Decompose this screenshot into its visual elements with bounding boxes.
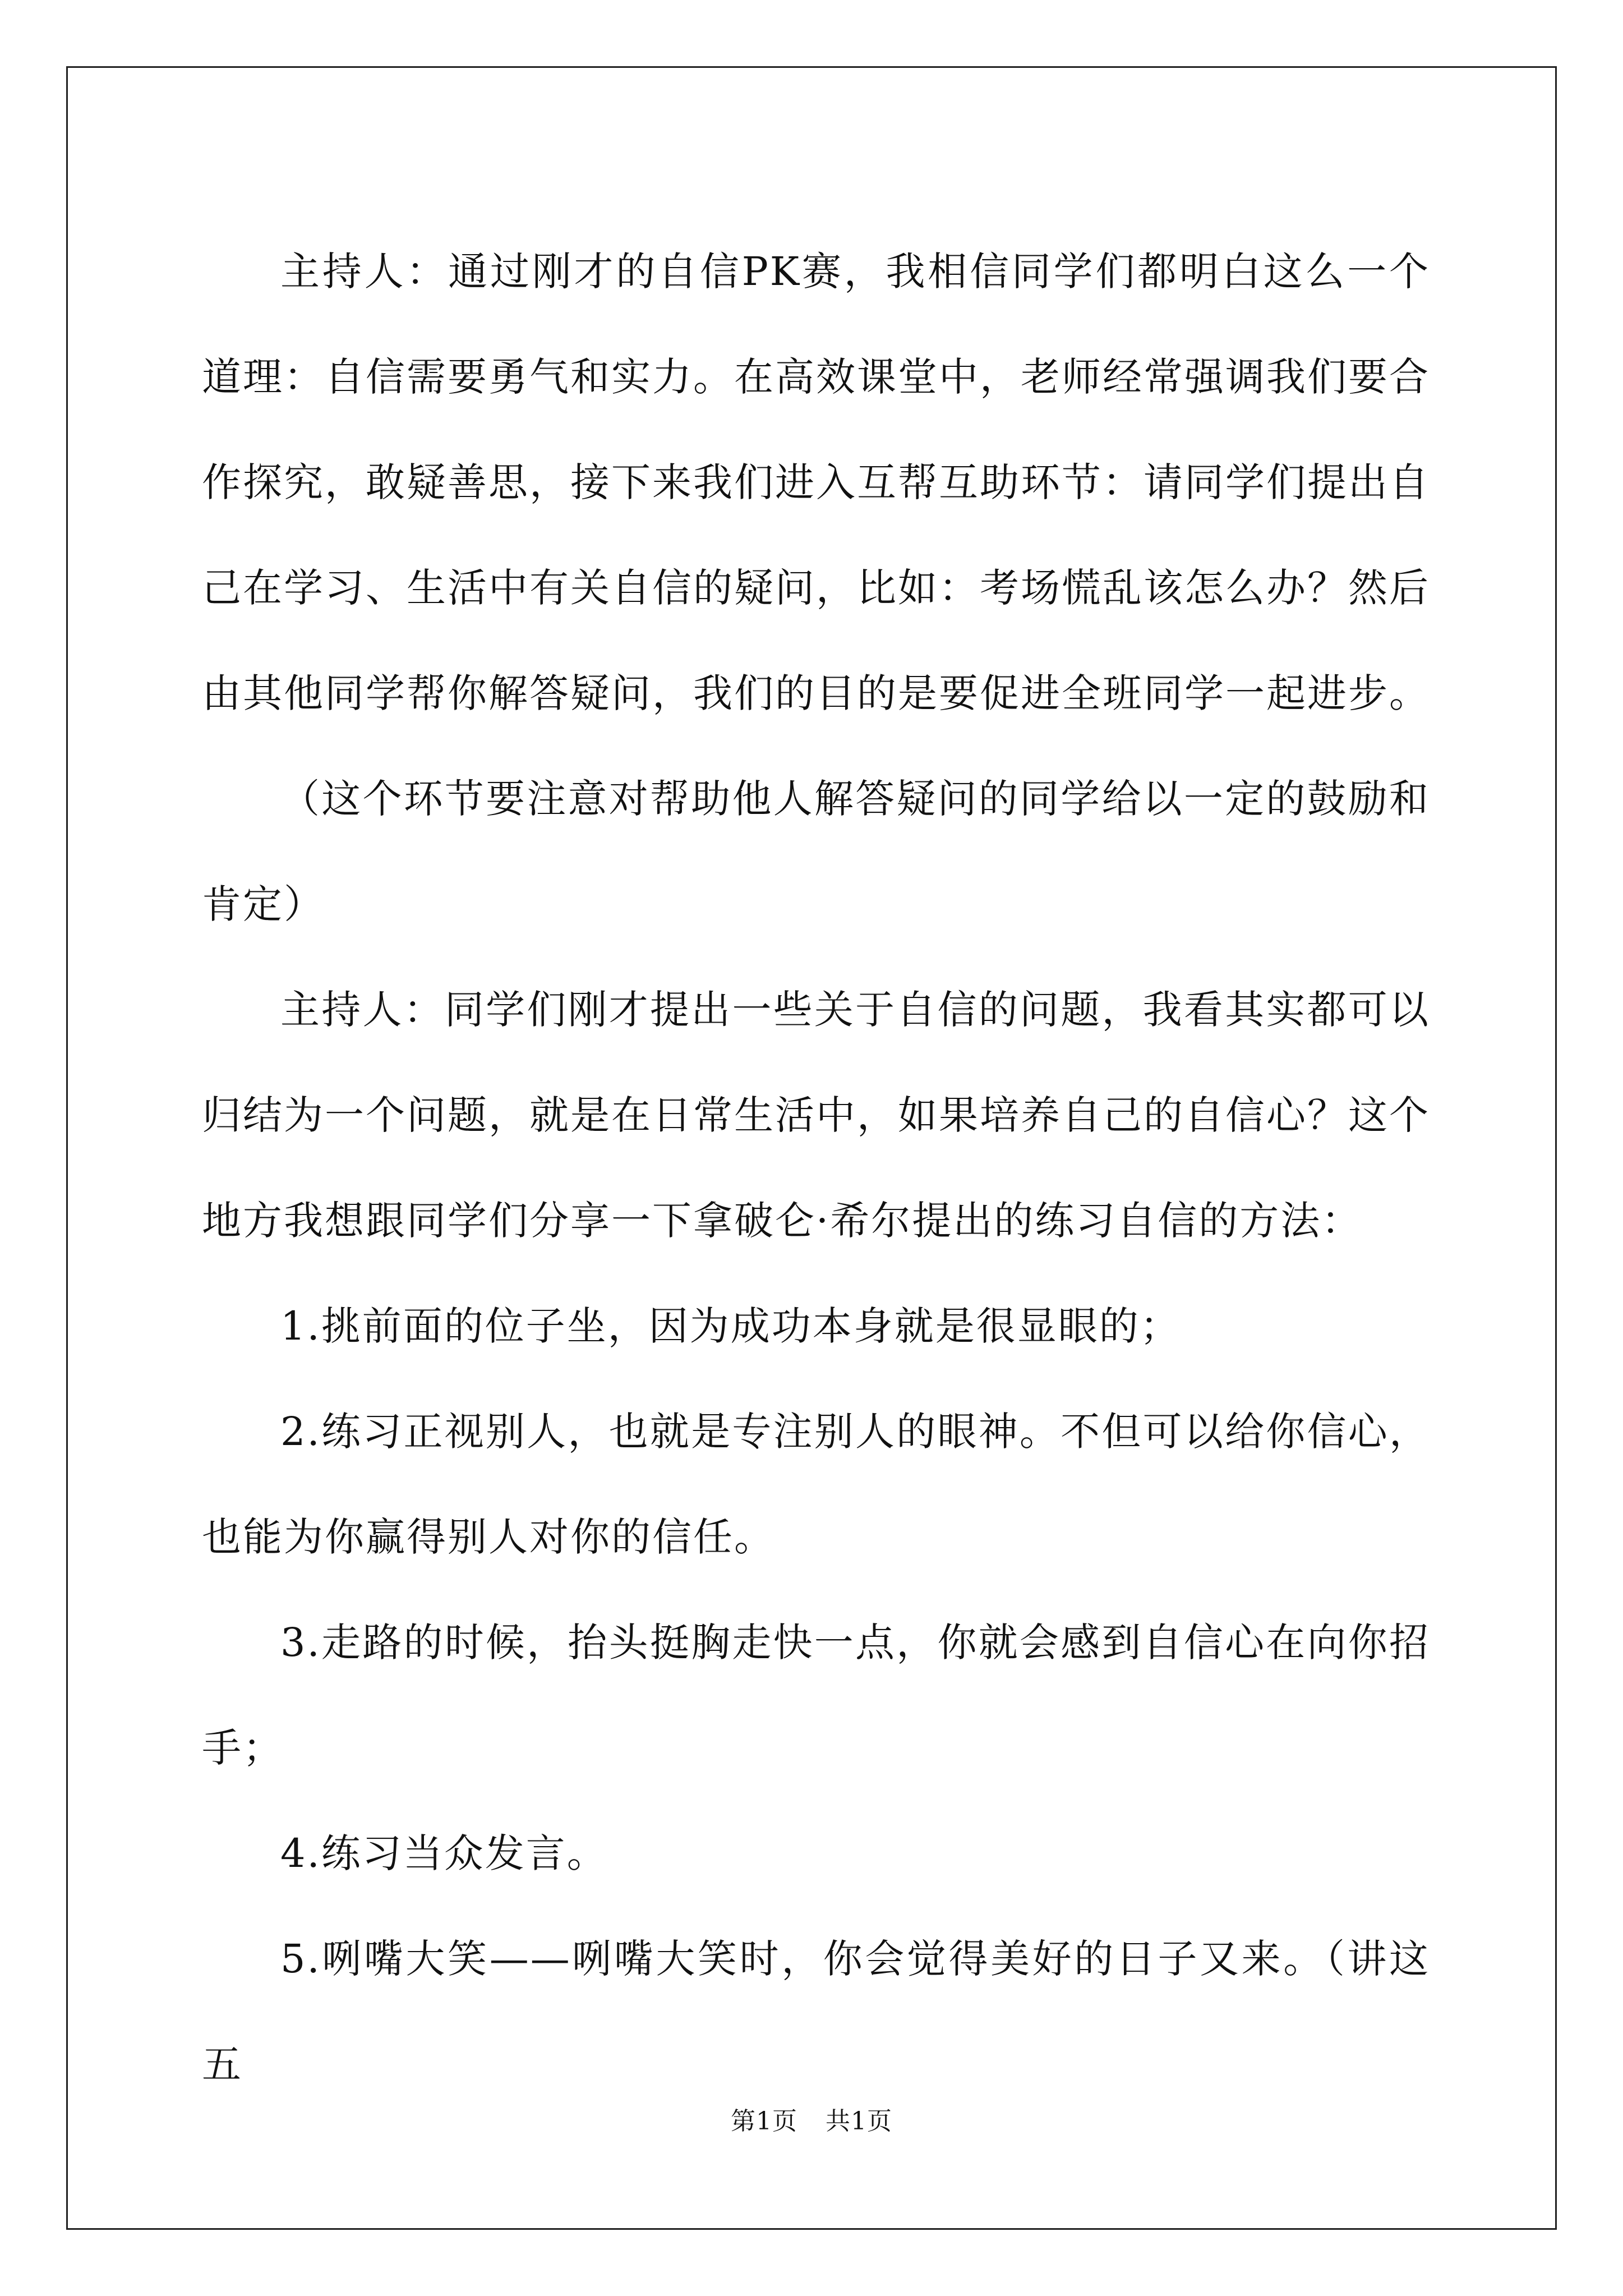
list-item: 5.咧嘴大笑——咧嘴大笑时，你会觉得美好的日子又来。（讲这五 xyxy=(202,1936,1430,2087)
paragraph: （这个环节要注意对帮助他人解答疑问的同学给以一定的鼓励和肯定） xyxy=(202,776,1430,927)
list-item: 1.挑前面的位子坐，因为成功本身就是很显眼的； xyxy=(280,1303,1181,1349)
current-page-label: 第1页 xyxy=(731,2107,797,2136)
document-body xyxy=(202,219,1430,2117)
paragraph: 主持人：同学们刚才提出一些关于自信的问题，我看其实都可以归结为一个问题，就是在日常生活中，如果培养自己的自信心？这个地方我想跟同学们分享一下拿破仑·希尔提出的练习自信的方法： xyxy=(202,987,1430,1244)
list-item: 4.练习当众发言。 xyxy=(280,1830,608,1876)
total-pages-label: 共1页 xyxy=(826,2107,892,2136)
list-item: 2.练习正视别人，也就是专注别人的眼神。不但可以给你信心，也能为你赢得别人对你的信任。 xyxy=(202,1409,1430,1560)
paragraph: 主持人：通过刚才的自信PK赛，我相信同学们都明白这么一个道理：自信需要勇气和实力。在高效课堂中，老师经常强调我们要合作探究，敢疑善思，接下来我们进入互帮互助环节：请同学们提出自己在学习、生活中有关自信的疑问，比如：考场慌乱该怎么办？然后由其他同学帮你解答疑问，我们的目的是要促进全班同学一起进步。 xyxy=(202,249,1430,716)
list-item: 3.走路的时候，抬头挺胸走快一点，你就会感到自信心在向你招手； xyxy=(202,1619,1430,1771)
page-footer xyxy=(0,2101,1623,2137)
